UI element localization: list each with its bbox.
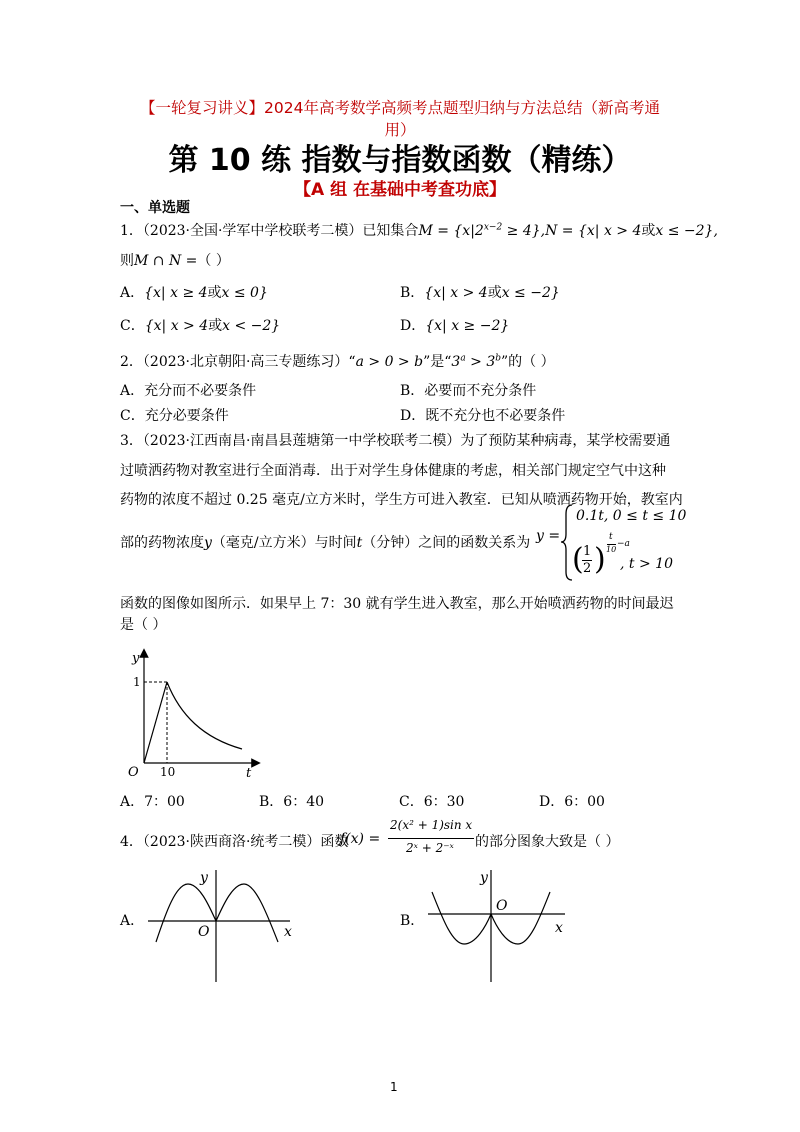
q1-set-m: M = {x|2 bbox=[418, 223, 484, 239]
q3-var-y: y bbox=[204, 535, 212, 551]
q3-line-4 bbox=[120, 532, 530, 552]
q1-option-c-label: C． bbox=[120, 318, 145, 334]
q3-line-4b: （毫克/立方米）与时间 bbox=[211, 535, 357, 551]
q3-line-3: 药物的浓度不超过 0.25 毫克/立方米时，学生方可进入教室．已知从喷洒药物开始，教室内 bbox=[120, 492, 683, 508]
q3-paren-right: ) bbox=[594, 542, 606, 577]
q1-intersection: M ∩ N = bbox=[134, 253, 198, 269]
q1-option-b-label: B． bbox=[400, 285, 425, 301]
q3-line-6: 是（ ） bbox=[120, 617, 167, 633]
q1-option-a-set: {x| x ≥ 4 bbox=[144, 285, 208, 301]
q4-stem-b: 的部分图象大致是（ ） bbox=[475, 834, 620, 850]
q3-graph-one: 1 bbox=[133, 675, 141, 689]
q3-paren-left: ( bbox=[572, 542, 584, 577]
q4-option-b-label[interactable]: B． bbox=[400, 913, 425, 929]
q3-piece-2-base bbox=[574, 540, 604, 582]
q4-numerator: 2(x² + 1)sin x bbox=[390, 818, 473, 832]
q4a-y-label: y bbox=[200, 870, 208, 886]
q1-stem-line2 bbox=[120, 250, 230, 270]
q3-piecewise-function bbox=[536, 502, 687, 582]
q4b-origin: O bbox=[496, 898, 508, 914]
q2-stem-b: ”是“ bbox=[423, 354, 452, 370]
q1-option-b-tail: x ≤ −2} bbox=[501, 285, 560, 301]
q3-line-4a: 部的药物浓度 bbox=[120, 535, 204, 551]
q3-exp-den: 10 bbox=[606, 545, 617, 554]
header-line-1: 【一轮复习讲义】2024年高考数学高频考点题型归纳与方法总结（新高考通 bbox=[140, 99, 660, 117]
q2-option-c[interactable]: C．充分必要条件 bbox=[120, 408, 229, 424]
q3-line-4c: （分钟）之间的函数关系为 bbox=[362, 535, 531, 551]
q3-var-t: t bbox=[356, 535, 363, 551]
q1-set-m-tail: ≥ 4}, bbox=[502, 223, 546, 239]
q4b-x-label: x bbox=[555, 920, 563, 936]
q3-base-den: 2 bbox=[583, 561, 592, 576]
q4a-origin: O bbox=[198, 924, 210, 940]
q1-set-n: N = {x| x > 4 bbox=[545, 223, 642, 239]
q3-graph-ten: 10 bbox=[160, 765, 176, 779]
q3-graph-t-label: t bbox=[246, 766, 252, 780]
q3-piece-2-cond: , t > 10 bbox=[620, 556, 673, 572]
q4-stem-a: 4．（2023·陕西商洛·统考二模）函数 bbox=[120, 834, 349, 850]
q1-option-a-tail: x ≤ 0} bbox=[221, 285, 268, 301]
q1-option-a-label: A． bbox=[120, 285, 145, 301]
page-subtitle: 【A 组 在基础中考查功底】 bbox=[294, 180, 506, 200]
section-heading: 一、单选题 bbox=[120, 200, 190, 216]
q3-line-5: 函数的图像如图所示．如果早上 7：30 就有学生进入教室，那么开始喷洒药物的时间最迟 bbox=[120, 596, 674, 612]
q2-cond2-exp1: a bbox=[460, 353, 466, 364]
q1-blank: （ ） bbox=[197, 253, 230, 269]
q3-line-1: 3．（2023·江西南昌·南昌县莲塘第一中学校联考二模）为了预防某种病毒，某学校需要通 bbox=[120, 433, 671, 449]
q1-option-b[interactable] bbox=[400, 282, 560, 302]
q2-stem-a: 2．（2023·北京朝阳·高三专题练习）“ bbox=[120, 354, 356, 370]
q1-set-n-tail: x ≤ −2}, bbox=[655, 223, 718, 239]
q4-option-a-label[interactable]: A． bbox=[120, 913, 145, 929]
q4-option-b-graph[interactable] bbox=[420, 862, 580, 984]
q1-stem-text: 1．（2023·全国·学军中学校联考二模）已知集合 bbox=[120, 223, 419, 239]
q3-base-num: 1 bbox=[583, 544, 592, 559]
q3-graph-y-label: y bbox=[132, 651, 140, 666]
q3-option-c[interactable]: C．6：30 bbox=[399, 794, 465, 810]
page-number: 1 bbox=[390, 1080, 398, 1094]
q4-fraction-bar bbox=[388, 838, 474, 839]
q3-option-d[interactable]: D．6：00 bbox=[539, 794, 605, 810]
q1-option-b-set: {x| x > 4 bbox=[424, 285, 488, 301]
q3-piece-1: 0.1t, 0 ≤ t ≤ 10 bbox=[576, 508, 687, 524]
q2-cond2-mid: > 3 bbox=[465, 354, 496, 370]
q1-or: 或 bbox=[641, 223, 656, 239]
q4a-x-label: x bbox=[284, 924, 292, 940]
q1-option-a-or: 或 bbox=[207, 285, 222, 301]
q3-line-2: 过喷洒药物对教室进行全面消毒．出于对学生身体健康的考虑，相关部门规定空气中这种 bbox=[120, 463, 666, 479]
q4-function-formula bbox=[340, 818, 473, 864]
q2-option-a[interactable]: A．充分而不必要条件 bbox=[120, 383, 257, 399]
q3-exp-num: t bbox=[609, 532, 613, 542]
q3-line-segment bbox=[144, 682, 167, 763]
page-title: 第 10 练 指数与指数函数（精练） bbox=[168, 143, 632, 178]
q3-concentration-graph bbox=[118, 645, 268, 780]
q1-set-m-exp: x−2 bbox=[483, 222, 503, 233]
q1-option-c-set: {x| x > 4 bbox=[144, 318, 209, 334]
q2-option-b[interactable]: B．必要而不充分条件 bbox=[400, 383, 537, 399]
q3-piecewise-y: y = bbox=[536, 528, 561, 544]
q3-option-b[interactable]: B．6：40 bbox=[259, 794, 325, 810]
q1-option-d-label: D． bbox=[400, 318, 426, 334]
q1-option-c-or: 或 bbox=[208, 318, 223, 334]
q1-option-a[interactable] bbox=[120, 282, 268, 302]
q2-option-d[interactable]: D．既不充分也不必要条件 bbox=[400, 408, 566, 424]
q2-stem bbox=[120, 351, 555, 371]
q4-denominator: 2ˣ + 2⁻ˣ bbox=[406, 841, 454, 855]
q4a-curve bbox=[156, 884, 278, 942]
q1-option-b-or: 或 bbox=[487, 285, 502, 301]
q2-stem-c: ”的（ ） bbox=[501, 354, 555, 370]
q4-fx: f(x) = bbox=[340, 831, 381, 847]
q1-stem bbox=[120, 220, 718, 240]
q2-cond2-exp2: b bbox=[495, 353, 502, 364]
q2-cond1: a > 0 > b bbox=[355, 354, 424, 370]
q3-option-a[interactable]: A．7：00 bbox=[120, 794, 185, 810]
q3-graph-origin: O bbox=[128, 765, 139, 780]
q1-option-d[interactable] bbox=[400, 315, 509, 335]
q1-option-c-tail: x < −2} bbox=[222, 318, 281, 334]
q3-decay-curve bbox=[167, 682, 242, 749]
q1-option-c[interactable] bbox=[120, 315, 280, 335]
q3-exp-tail: −a bbox=[617, 539, 630, 549]
header-line-2: 用） bbox=[384, 121, 416, 139]
q4b-y-label: y bbox=[480, 870, 488, 886]
q1-then: 则 bbox=[120, 253, 134, 269]
q2-cond2: 3 bbox=[451, 354, 461, 370]
q4-option-a-graph[interactable] bbox=[140, 862, 300, 984]
q1-option-d-set: {x| x ≥ −2} bbox=[425, 318, 510, 334]
